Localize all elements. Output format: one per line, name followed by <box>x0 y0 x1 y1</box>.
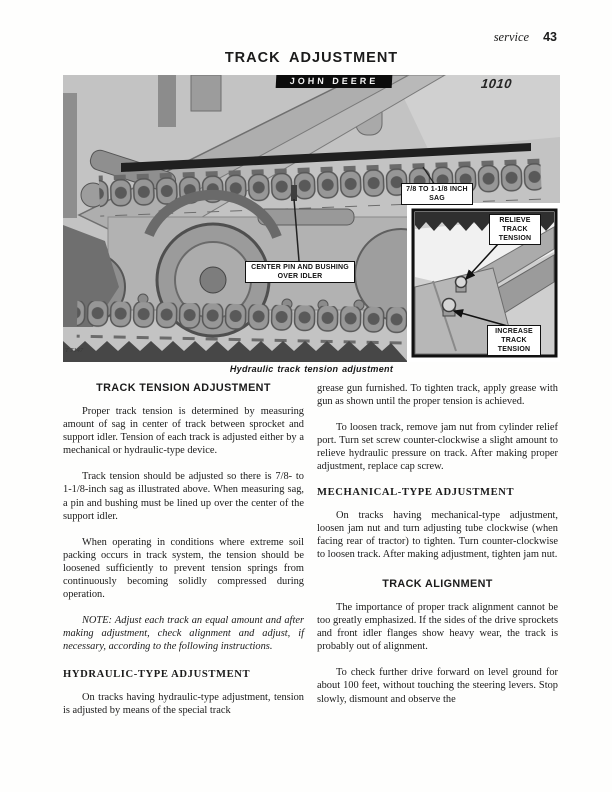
paragraph: To loosen track, remove jam nut from cylinder relief port. Turn set screw counter-clockwise a slight amount to relieve hydraulic pressure on track. After making proper adjustment, replace cap screw. <box>317 422 558 473</box>
model-number-label: 1010 <box>480 76 513 91</box>
relieve-track-tension-callout: RELIEVE TRACK TENSION <box>489 214 541 245</box>
relief-set-screw <box>456 277 467 293</box>
paragraph: When operating in conditions where extreme soil packing occurs in track system, the tension should be loosened sufficiently to prevent tension springs from continuously becoming solidly compressed during operation. <box>63 536 304 601</box>
paragraph: Track tension should be adjusted so there is 7/8- to 1-1/8-inch sag as illustrated above. When measuring sag, a pin and bushing must be lined up over the center of the support idler. <box>63 471 304 522</box>
center-pin-callout: CENTER PIN AND BUSHING OVER IDLER <box>245 261 355 283</box>
subheading-mechanical-type-adjustment: MECHANICAL-TYPE ADJUSTMENT <box>317 486 515 498</box>
figure-caption: Hydraulic track tension adjustment <box>229 364 394 374</box>
note-paragraph: NOTE: Adjust each track an equal amount and after making adjustment, check alignment and adjust, if necessary, according to the following instructions. <box>63 615 304 653</box>
section-label: service <box>493 30 530 44</box>
paragraph: To check further drive forward on level ground for about 100 feet, without touching the steering levers. Stop slowly, dismount and observe the <box>317 667 558 705</box>
body-columns <box>63 382 558 730</box>
paragraph: The importance of proper track alignment cannot be too greatly emphasized. If the sides of the drive sprockets and front idler flanges show heavy wear, the track is probably out of alignment. <box>317 601 558 653</box>
heading-track-tension-adjustment: TRACK TENSION ADJUSTMENT <box>96 382 271 394</box>
photo-illustration <box>63 75 560 362</box>
sag-callout: 7/8 TO 1-1/8 INCH SAG <box>401 183 473 205</box>
left-column <box>63 382 304 730</box>
grease-fitting <box>443 299 456 317</box>
track-bottom-run <box>63 301 409 362</box>
right-column <box>317 382 558 730</box>
figure-track-photo <box>63 75 560 362</box>
photo-id: T 7147 <box>65 347 84 354</box>
brand-plate-label: JOHN DEERE <box>276 75 393 88</box>
paragraph: grease gun furnished. To tighten track, apply grease with gun as shown until the proper tension is achieved. <box>317 383 558 408</box>
paragraph: On tracks having hydraulic-type adjustment, tension is adjusted by means of the special track <box>63 691 304 716</box>
subheading-hydraulic-type-adjustment: HYDRAULIC-TYPE ADJUSTMENT <box>63 668 251 680</box>
heading-track-alignment: TRACK ALIGNMENT <box>382 577 493 590</box>
page-number: 43 <box>543 30 557 44</box>
paragraph: On tracks having mechanical-type adjustment, loosen jam nut and turn adjusting tube clockwise (when facing rear of tractor) to tighten. Turn counter-clockwise to loosen track. After making adjustment, tighten jam nut. <box>317 509 558 560</box>
running-head <box>494 30 557 45</box>
paragraph: Proper track tension is determined by measuring amount of sag in center of track between sprocket and support idler. Tension of each track is adjusted either by a mechanical or hydraulic-type device. <box>63 406 304 457</box>
page-title: TRACK ADJUSTMENT <box>224 50 399 66</box>
increase-track-tension-callout: INCREASE TRACK TENSION <box>487 325 541 356</box>
